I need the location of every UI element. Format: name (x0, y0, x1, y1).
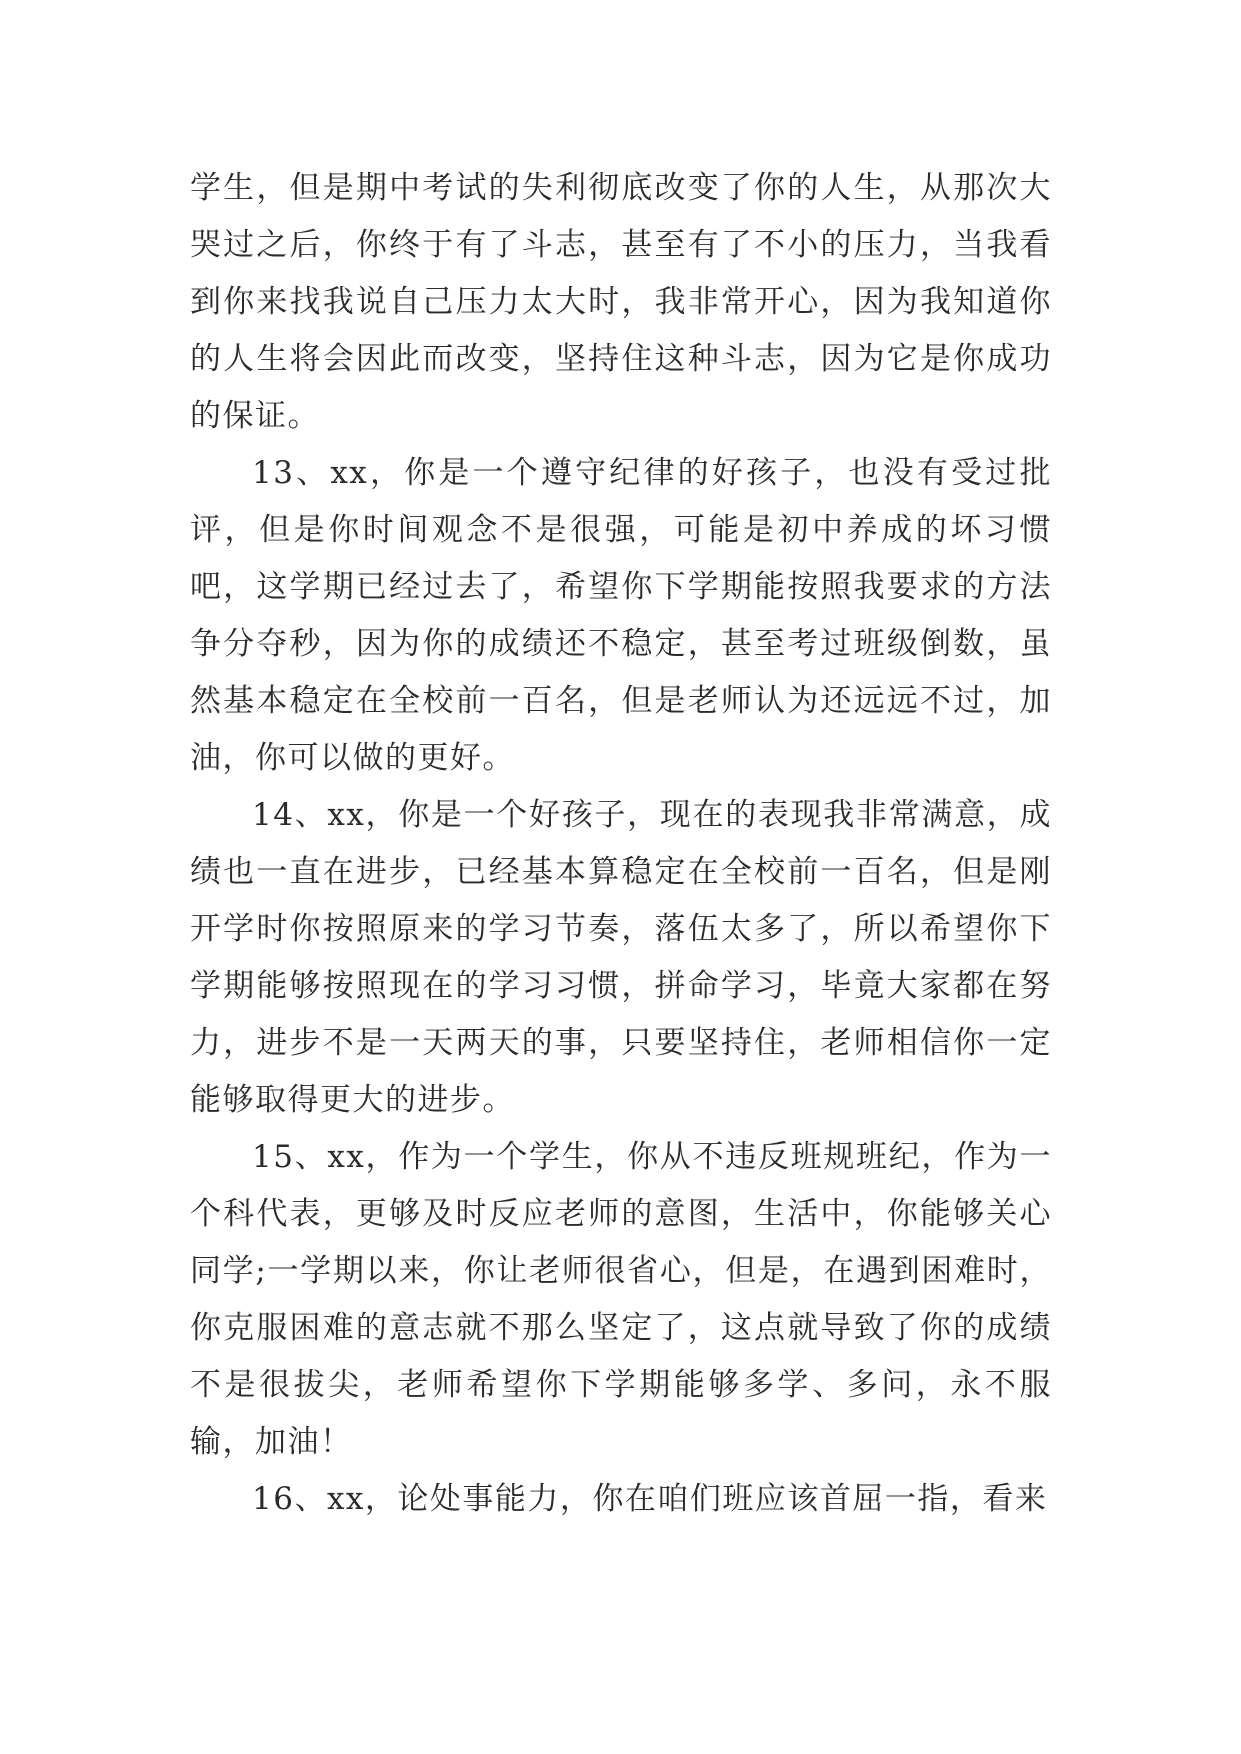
paragraph-continued: 学生，但是期中考试的失利彻底改变了你的人生，从那次大哭过之后，你终于有了斗志，甚至有了不小的压力，当我看到你来找我说自己压力太大时，我非常开心，因为我知道你的人生将会因此而改变，坚持住这种斗志，因为它是你成功的保证。 (190, 170, 1052, 434)
paragraph-15: 15、xx，作为一个学生，你从不违反班规班纪，作为一个科代表，更够及时反应老师的意图，生活中，你能够关心同学;一学期以来，你让老师很省心，但是，在遇到困难时，你克服困难的意志就不那么坚定了，这点就导致了你的成绩不是很拔尖，老师希望你下学期能够多学、多问，永不服输，加油！ (190, 1139, 1052, 1460)
paragraph-16: 16、xx，论处事能力，你在咱们班应该首屈一指，看来 (252, 1481, 1048, 1517)
paragraph-14: 14、xx，你是一个好孩子，现在的表现我非常满意，成绩也一直在进步，已经基本算稳定在全校前一百名，但是刚开学时你按照原来的学习节奏，落伍太多了，所以希望你下学期能够按照现在的学习习惯，拼命学习，毕竟大家都在努力，进步不是一天两天的事，只要坚持住，老师相信你一定能够取得更大的进步。 (190, 797, 1052, 1118)
paragraph-13: 13、xx，你是一个遵守纪律的好孩子，也没有受过批评，但是你时间观念不是很强，可能是初中养成的坏习惯吧，这学期已经过去了，希望你下学期能按照我要求的方法争分夺秒，因为你的成绩还不稳定，甚至考过班级倒数，虽然基本稳定在全校前一百名，但是老师认为还远远不过，加油，你可以做的更好。 (190, 455, 1052, 776)
document-body (190, 160, 1052, 1528)
